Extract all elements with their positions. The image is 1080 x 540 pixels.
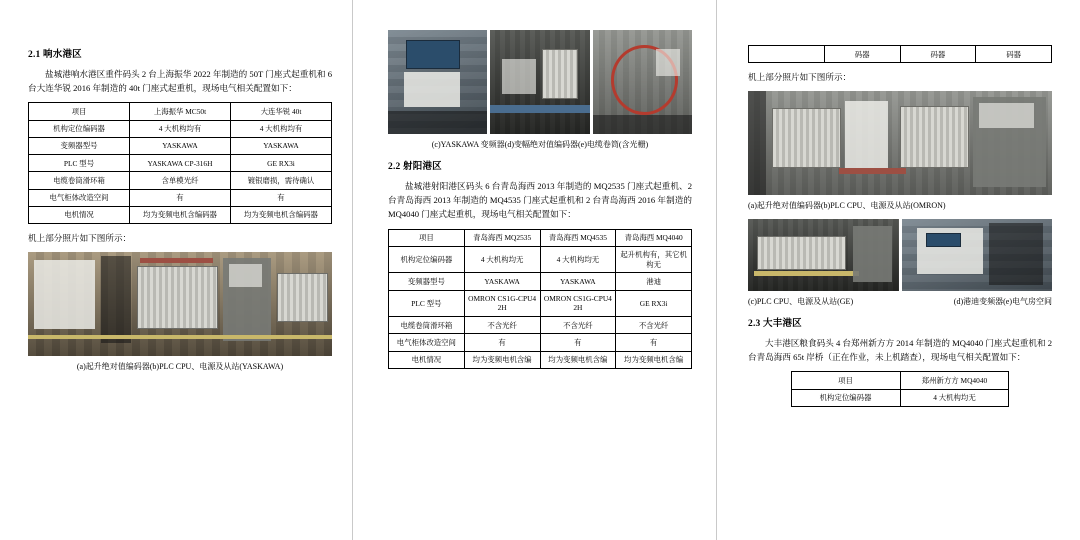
table-cell: 码器 <box>824 46 900 63</box>
table-row <box>749 46 1052 63</box>
table-cell: 港迪 <box>616 273 692 290</box>
table-cell: 码器 <box>900 46 976 63</box>
table-cell: 电缆卷筒滑环箱 <box>389 317 465 334</box>
table-cell: 电机情况 <box>389 351 465 368</box>
table-cell: PLC 型号 <box>389 290 465 317</box>
table-cell: 电缆卷筒滑环箱 <box>29 172 130 189</box>
table-row <box>29 172 332 189</box>
document-column-1 <box>0 0 360 540</box>
table-row <box>791 389 1009 406</box>
photo-caption-col3-1: (a)起升绝对值编码器(b)PLC CPU、电源及从站(OMRON) <box>748 201 946 210</box>
table-cell: YASKAWA <box>130 137 231 154</box>
table-cell: 上海振华 MC50t <box>130 103 231 120</box>
table-cell: 不含光纤 <box>540 317 616 334</box>
photo-caption-col3-2-right: (d)港迪变频器(e)电气房空间 <box>953 297 1052 306</box>
table-cell: 起升机构有，其它机构无 <box>616 246 692 273</box>
table-cell: 均为变频电机含编 <box>540 351 616 368</box>
table-cell: 4 大机构均有 <box>231 120 332 137</box>
photo-encoder-plc-omron <box>748 91 1052 195</box>
table-cell: 均为变频电机含编码器 <box>231 206 332 223</box>
continued-header-table <box>748 45 1052 63</box>
section-paragraph-2-1: 盐城港响水港区重件码头 2 台上海振华 2022 年制造的 50T 门座式起重机和 6 台大连华锐 2016 年制造的 40t 门座式起重机，现场电气相关配置如下： <box>28 69 332 94</box>
table-cell: 变频器型号 <box>389 273 465 290</box>
table-cell: 机构定位编码器 <box>791 389 900 406</box>
table-cell: 电气柜体改造空间 <box>389 334 465 351</box>
photo-caption-col3-2-left: (c)PLC CPU、电源及从站(GE) <box>748 297 854 306</box>
table-cell: 电气柜体改造空间 <box>29 189 130 206</box>
table-cell: 均为变频电机含编 <box>616 351 692 368</box>
table-cell: 电机情况 <box>29 206 130 223</box>
photo-caption-col3-2-row <box>748 296 1052 307</box>
table-row <box>389 229 692 246</box>
table-cell: 码器 <box>976 46 1052 63</box>
table-row <box>29 120 332 137</box>
section-paragraph-2-2: 盐城港射阳港区码头 6 台青岛海西 2013 年制造的 MQ2535 门座式起重机、2 台青岛海西 2013 年制造的 MQ4535 门座式起重机和 2 台青岛海西 2016 年制造的 MQ4040 门座式起重机，现场电气相关配置如下： <box>388 181 692 220</box>
table-cell: 有 <box>540 334 616 351</box>
table-cell: 机构定位编码器 <box>389 246 465 273</box>
document-column-3 <box>720 0 1080 540</box>
section-heading-2-2: 2.2 射阳港区 <box>388 162 442 172</box>
photo-yaskawa-inverter <box>388 30 487 134</box>
photo-encoder-plc-yaskawa <box>28 252 332 356</box>
table-row <box>389 246 692 273</box>
table-cell: 青岛海西 MQ4535 <box>540 229 616 246</box>
table-cell: 4 大机构均无 <box>540 246 616 273</box>
table-cell: 不含光纤 <box>616 317 692 334</box>
table-row <box>389 351 692 368</box>
table-cell: YASKAWA <box>231 137 332 154</box>
table-cell: 青岛海西 MQ2535 <box>464 229 540 246</box>
photo-gandi-inverter-room <box>902 219 1053 291</box>
table-cell: 含单模光纤 <box>130 172 231 189</box>
table-cell: 4 大机构均无 <box>464 246 540 273</box>
table-cell: 项目 <box>791 372 900 389</box>
photo-plc-ge <box>748 219 899 291</box>
photo-group-ge-plc-gandi <box>748 219 1052 291</box>
table-cell <box>749 46 825 63</box>
photo-cable-drum <box>593 30 692 134</box>
table-row <box>29 189 332 206</box>
table-cell: 有 <box>616 334 692 351</box>
table-cell: 青岛海西 MQ4040 <box>616 229 692 246</box>
table-row <box>389 290 692 317</box>
table-cell: YASKAWA <box>464 273 540 290</box>
xiangshui-config-table <box>28 102 332 224</box>
table-cell: 有 <box>464 334 540 351</box>
table-cell: 项目 <box>389 229 465 246</box>
table-row <box>791 372 1009 389</box>
table-cell: 均为变频电机含编 <box>464 351 540 368</box>
table-cell: GE RX3i <box>616 290 692 317</box>
photo-intro-text-col1: 机上部分照片如下图所示： <box>28 233 132 244</box>
table-cell: 机构定位编码器 <box>29 120 130 137</box>
section-heading-2-1: 2.1 响水港区 <box>28 50 82 60</box>
dafeng-config-table <box>791 371 1010 407</box>
table-cell: 项目 <box>29 103 130 120</box>
table-cell: GE RX3i <box>231 155 332 172</box>
photo-caption-col2-top: (c)YASKAWA 变频器(d)变幅绝对值编码器(e)电缆卷筒(含光栅) <box>431 140 649 149</box>
table-cell: 4 大机构均无 <box>900 389 1009 406</box>
section-paragraph-2-3: 大丰港区粮食码头 4 台郑州新方方 2014 年制造的 MQ4040 门座式起重机和 2 台青岛海西 65t 岸桥（正在作业，未上机踏查），现场电气相关配置如下： <box>748 338 1052 363</box>
table-cell: PLC 型号 <box>29 155 130 172</box>
table-cell: 均为变频电机含编码器 <box>130 206 231 223</box>
table-cell: 大连华锐 40t <box>231 103 332 120</box>
table-cell: 不含光纤 <box>464 317 540 334</box>
table-cell: 镀银磨损，需待确认 <box>231 172 332 189</box>
table-row <box>389 273 692 290</box>
document-column-2 <box>360 0 720 540</box>
table-cell: 有 <box>130 189 231 206</box>
table-row <box>389 317 692 334</box>
table-cell: 4 大机构均有 <box>130 120 231 137</box>
table-row <box>29 206 332 223</box>
table-cell: YASKAWA CP-316H <box>130 155 231 172</box>
table-cell: 有 <box>231 189 332 206</box>
table-cell: 变频器型号 <box>29 137 130 154</box>
table-cell: OMRON CS1G-CPU42H <box>540 290 616 317</box>
photo-luffing-encoder <box>490 30 589 134</box>
photo-group-yaskawa-drive <box>388 30 692 134</box>
photo-intro-text-col3: 机上部分照片如下图所示： <box>748 72 852 83</box>
table-row <box>389 334 692 351</box>
table-cell: YASKAWA <box>540 273 616 290</box>
table-row <box>29 103 332 120</box>
photo-caption-col1: (a)起升绝对值编码器(b)PLC CPU、电源及从站(YASKAWA) <box>76 361 284 371</box>
table-row <box>29 137 332 154</box>
section-heading-2-3: 2.3 大丰港区 <box>748 319 802 329</box>
table-cell: 郑州新方方 MQ4040 <box>900 372 1009 389</box>
table-row <box>29 155 332 172</box>
table-cell: OMRON CS1G-CPU42H <box>464 290 540 317</box>
sheyang-config-table <box>388 229 692 369</box>
